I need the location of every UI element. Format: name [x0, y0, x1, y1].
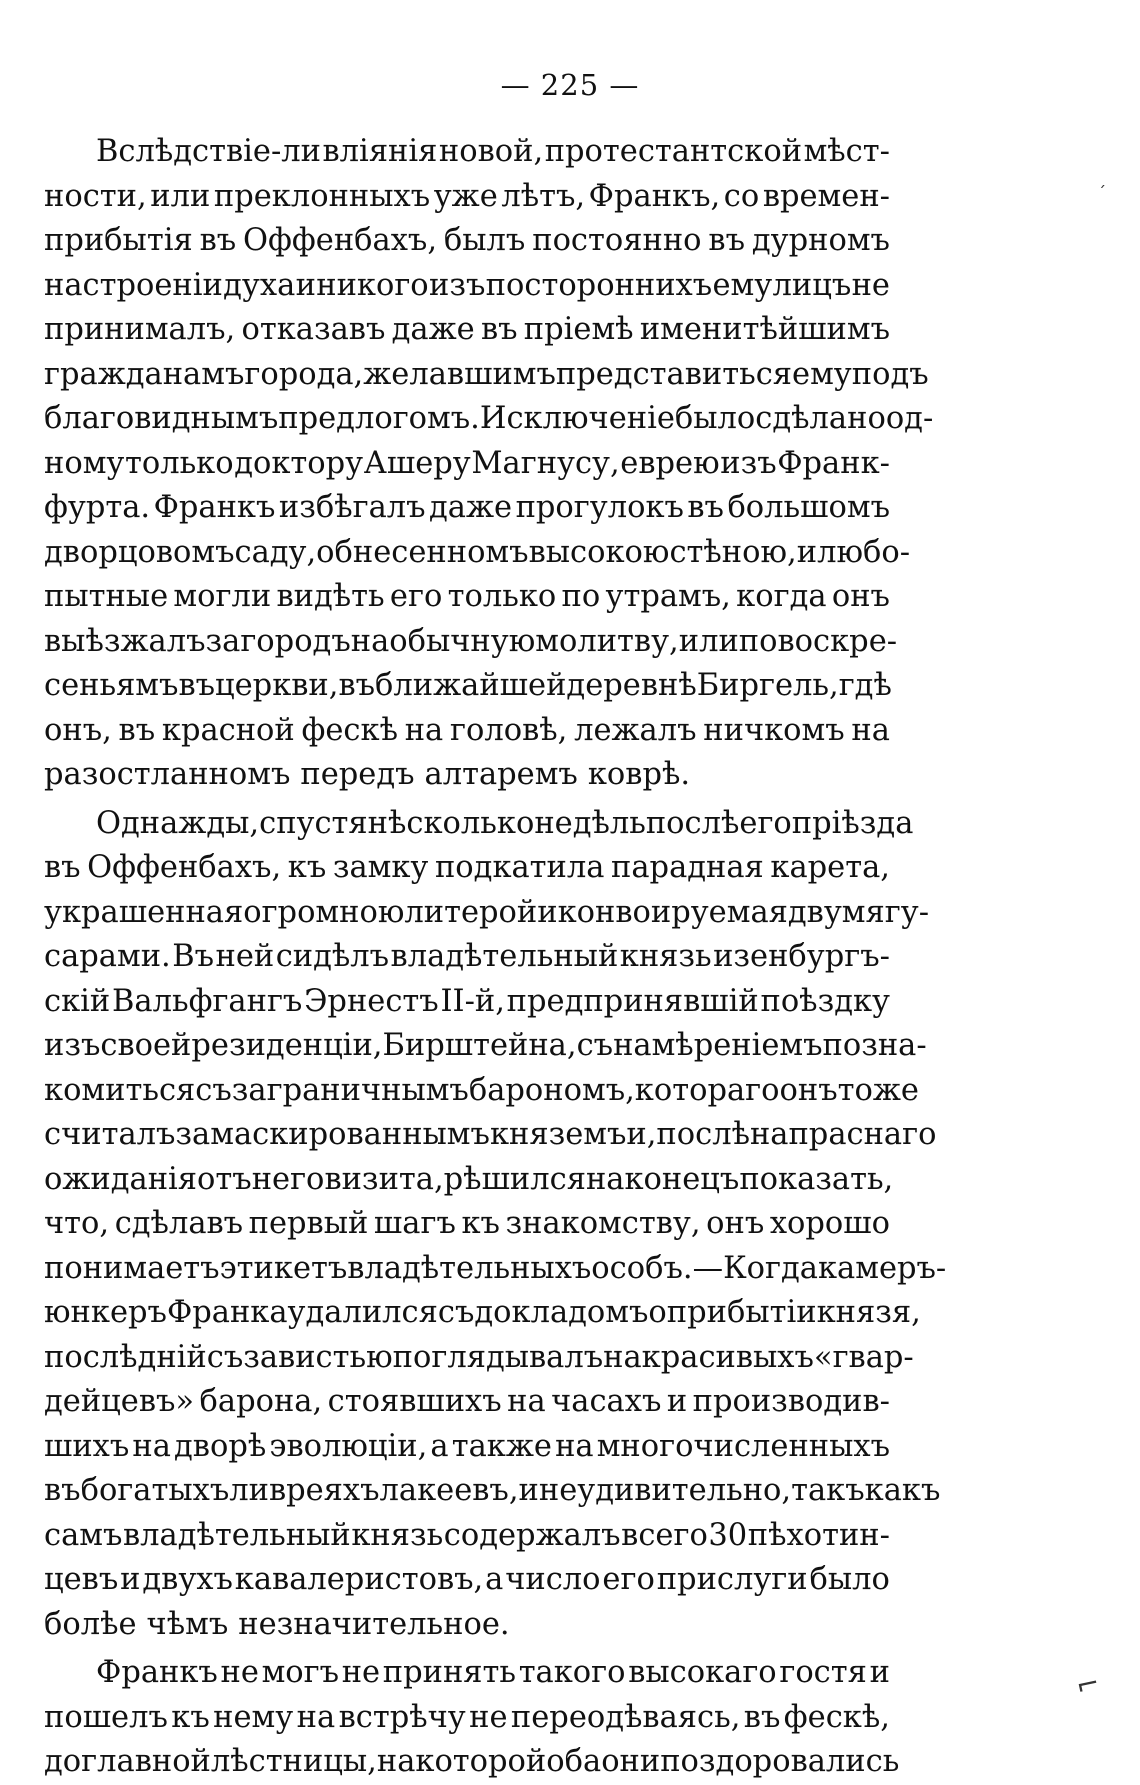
text-line: настроеніи духа и никого изъ постороннихъ ему лицъ не	[44, 267, 890, 303]
text-line: фурта. Франкъ избѣгалъ даже прогулокъ въ большомъ	[44, 490, 890, 525]
text-line: гражданамъ города, желавшимъ представиться ему подъ	[44, 356, 929, 392]
body-text	[44, 130, 947, 1785]
text-line: дворцовомъ саду, обнесенномъ высокою стѣною, и любо-	[44, 534, 911, 570]
text-line: въ богатыхъ ливреяхъ лакеевъ, и неудивительно, такъ какъ	[44, 1473, 941, 1508]
text-line: онъ, въ красной фескѣ на головѣ, лежалъ ничкомъ на	[44, 712, 890, 748]
text-line: скій Вальфгангъ Эрнестъ II-й, предпринявшій поѣздку	[44, 983, 890, 1019]
text-line: считалъ замаскированнымъ княземъ и, послѣ напраснаго	[44, 1117, 937, 1152]
text-line: понимаетъ этикетъ владѣтельныхъ особъ.—Когда камеръ-	[44, 1250, 947, 1286]
text-line: благовиднымъ предлогомъ. Исключеніе было сдѣлано од-	[44, 401, 934, 436]
text-line: прибытія въ Оффенбахъ, былъ постоянно въ дурномъ	[44, 223, 890, 258]
text-line: юнкеръ Франка удалился съ докладомъ о прибытіи князя,	[44, 1295, 921, 1330]
text-line: ожиданія отъ него визита, рѣшился наконецъ показать,	[44, 1161, 894, 1197]
text-line: дейцевъ» барона, стоявшихъ на часахъ и производив-	[44, 1384, 890, 1419]
text-line: Вслѣдствіе-ли вліянія новой, протестантской мѣст-	[96, 134, 890, 169]
text-line: ному только доктору Ашеру Магнусу, еврею изъ Франк-	[44, 445, 890, 481]
text-line: изъ своей резиденціи, Бирштейна, съ намѣреніемъ позна-	[44, 1028, 927, 1063]
text-line: шихъ на дворѣ эволюціи, а также на многочисленныхъ	[44, 1428, 890, 1464]
paragraph	[44, 802, 947, 1648]
text-line: до главной лѣстницы, на которой оба они поздоровались	[44, 1744, 900, 1779]
text-line: цевъ и двухъ кавалеристовъ, а число его прислуги было	[44, 1562, 890, 1597]
text-line: украшенная огромною литерой и конвоируемая двумя гу-	[44, 894, 929, 930]
text-line: разостланномъ передъ алтаремъ коврѣ.	[44, 757, 691, 792]
margin-scribble: ⌐	[1072, 1665, 1103, 1704]
text-line: Франкъ не могъ не принять такого высокаго гостя и	[96, 1655, 890, 1690]
text-line: сеньямъ въ церкви, въ ближайшей деревнѣ Биргель, гдѣ	[44, 668, 892, 703]
text-line: въ Оффенбахъ, къ замку подкатила парадная карета,	[44, 850, 890, 885]
text-line: принималъ, отказавъ даже въ пріемѣ именитѣйшимъ	[44, 312, 890, 347]
text-line: послѣдній съ завистью поглядывалъ на красивыхъ «гвар-	[44, 1339, 914, 1375]
text-line: Однажды, спустя нѣсколько недѣль послѣ его пріѣзда	[96, 805, 914, 841]
paragraph	[44, 130, 934, 798]
page-number: — 225 —	[500, 68, 640, 102]
text-line: выѣзжалъ за городъ на обычную молитву, или по воскре-	[44, 623, 898, 659]
text-line: самъ владѣтельный князь содержалъ всего 30 пѣхотин-	[44, 1517, 890, 1553]
text-line: болѣе чѣмъ незначительное.	[44, 1606, 510, 1642]
text-line: пошелъ къ нему на встрѣчу не переодѣваясь, въ фескѣ,	[44, 1699, 890, 1735]
text-line: пытные могли видѣть его только по утрамъ, когда онъ	[44, 579, 890, 614]
text-line: комиться съ заграничнымъ барономъ, котораго онъ тоже	[44, 1072, 919, 1108]
text-line: сарами. Въ ней сидѣлъ владѣтельный князь изенбургъ-	[44, 939, 890, 974]
stray-mark: ˊ	[1098, 183, 1106, 202]
text-line: что, сдѣлавъ первый шагъ къ знакомству, онъ хорошо	[44, 1206, 890, 1241]
paragraph	[44, 1651, 900, 1785]
text-line: ности, или преклонныхъ уже лѣтъ, Франкъ, со времен-	[44, 178, 890, 214]
